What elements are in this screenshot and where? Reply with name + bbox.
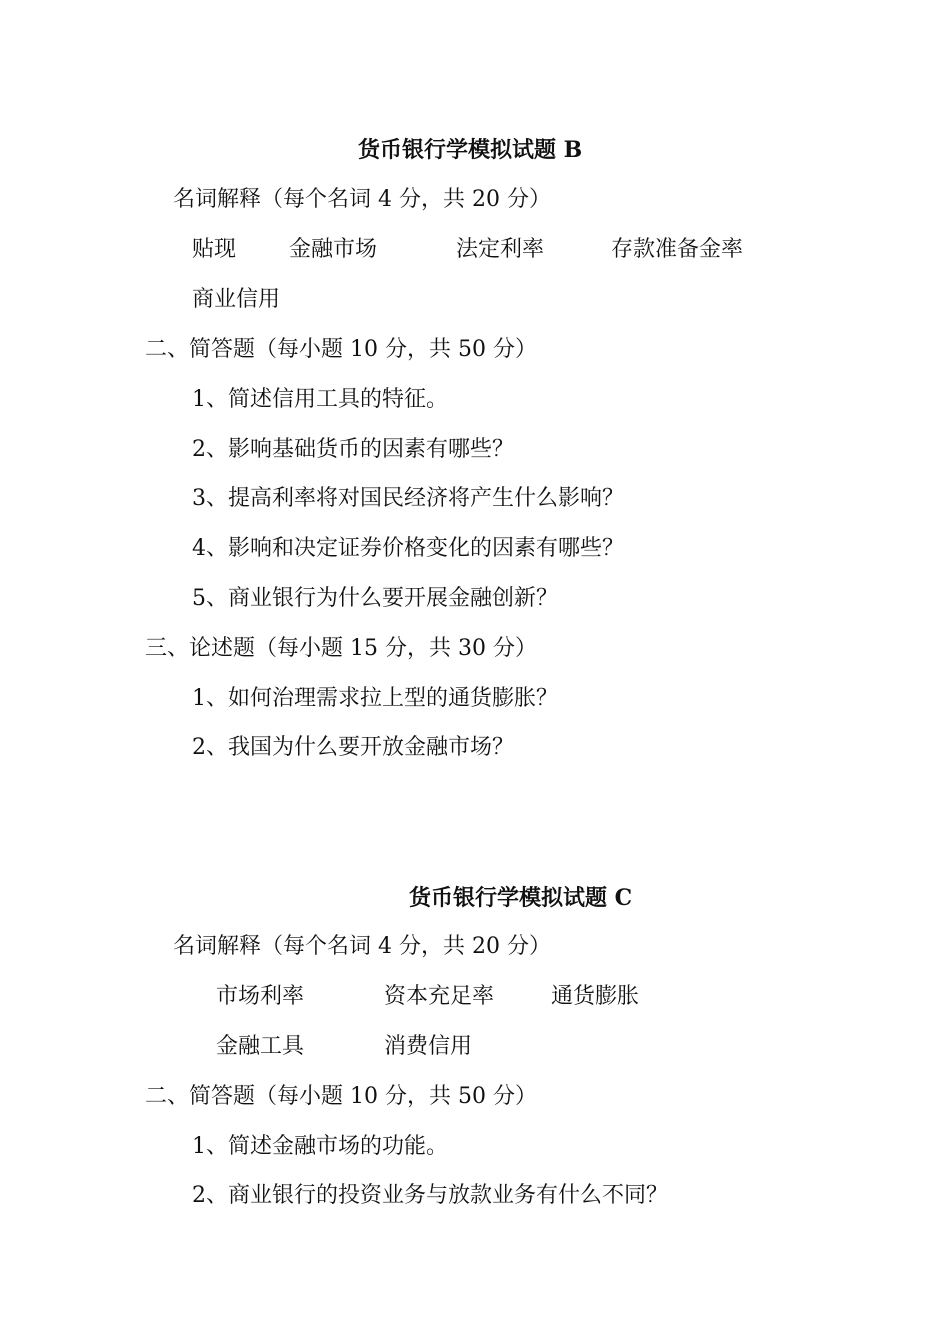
exam-c-title: 货币银行学模拟试题 C (409, 885, 633, 911)
exam-c-term: 通货膨胀 (551, 984, 640, 1009)
exam-b-term: 存款准备金率 (611, 237, 744, 262)
exam-b-term: 金融市场 (289, 237, 378, 262)
exam-c-term: 资本充足率 (384, 984, 495, 1009)
exam-b-term: 商业信用 (192, 287, 281, 312)
exam-b-section1-heading: 名词解释（每个名词 4 分，共 20 分） (173, 187, 551, 212)
exam-c-question: 2、商业银行的投资业务与放款业务有什么不同？ (192, 1183, 668, 1208)
exam-c-question: 1、简述金融市场的功能。 (192, 1134, 448, 1159)
exam-b-term: 法定利率 (456, 237, 545, 262)
exam-b-section3-heading: 三、论述题（每小题 15 分，共 30 分） (145, 636, 537, 661)
exam-c-term: 消费信用 (384, 1034, 473, 1059)
exam-b-question: 2、影响基础货币的因素有哪些？ (192, 437, 514, 462)
exam-b-section2-heading: 二、简答题（每小题 10 分，共 50 分） (145, 337, 537, 362)
exam-b-title: 货币银行学模拟试题 B (358, 137, 583, 163)
exam-b-question: 5、商业银行为什么要开展金融创新？ (192, 586, 558, 611)
exam-c-term: 市场利率 (216, 984, 305, 1009)
exam-b-question: 1、简述信用工具的特征。 (192, 387, 448, 412)
exam-b-question: 4、影响和决定证券价格变化的因素有哪些？ (192, 536, 624, 561)
exam-b-term: 贴现 (192, 237, 237, 262)
exam-c-term: 金融工具 (216, 1034, 305, 1059)
exam-b-question: 3、提高利率将对国民经济将产生什么影响？ (192, 486, 624, 511)
exam-c-section1-heading: 名词解释（每个名词 4 分，共 20 分） (173, 934, 551, 959)
exam-b-essay-question: 1、如何治理需求拉上型的通货膨胀？ (192, 686, 558, 711)
exam-b-essay-question: 2、我国为什么要开放金融市场？ (192, 735, 514, 760)
exam-c-section2-heading: 二、简答题（每小题 10 分，共 50 分） (145, 1084, 537, 1109)
